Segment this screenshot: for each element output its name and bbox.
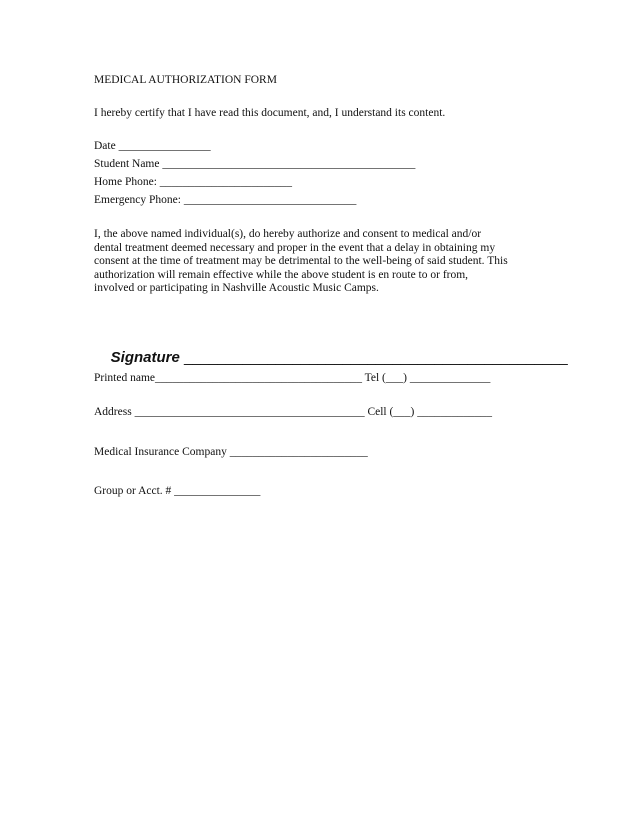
printed-name-tel-field[interactable]: Printed name____________________________________ Tel (___) ______________	[94, 372, 491, 384]
group-account-field[interactable]: Group or Acct. # _______________	[94, 485, 261, 497]
signature-label: Signature	[110, 349, 180, 366]
address-cell-field[interactable]: Address ________________________________________ Cell (___) _____________	[94, 406, 493, 418]
consent-line: involved or participating in Nashville Acoustic Music Camps.	[94, 282, 379, 295]
certify-statement: I hereby certify that I have read this document, and, I understand its content.	[94, 107, 446, 119]
form-title: MEDICAL AUTHORIZATION FORM	[94, 74, 277, 86]
consent-line: I, the above named individual(s), do hereby authorize and consent to medical and/or	[94, 228, 482, 240]
emergency-phone-field[interactable]: Emergency Phone: ______________________________	[94, 194, 357, 206]
consent-paragraph	[94, 228, 564, 296]
consent-line: authorization will remain effective while the above student is en route to or from,	[94, 268, 469, 281]
home-phone-field[interactable]: Home Phone: _______________________	[94, 176, 293, 188]
insurance-company-field[interactable]: Medical Insurance Company ________________________	[94, 446, 368, 458]
date-field[interactable]: Date ________________	[94, 140, 211, 152]
consent-line: dental treatment deemed necessary and proper in the event that a delay in obtaining my	[94, 241, 496, 254]
consent-line: consent at the time of treatment may be detrimental to the well-being of said student. This	[94, 255, 508, 268]
signature-field[interactable]: ______________________________________________	[179, 349, 568, 366]
student-name-field[interactable]: Student Name ____________________________________________	[94, 158, 416, 170]
